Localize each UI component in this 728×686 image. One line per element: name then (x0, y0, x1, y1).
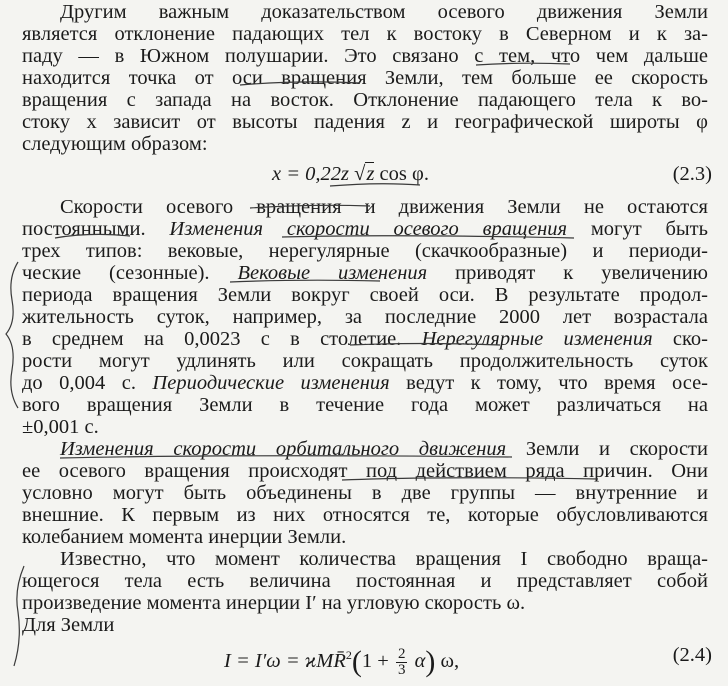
text-run: ведут к тому, что время осе- (389, 372, 709, 394)
text-line: Для Земли (22, 614, 115, 636)
fraction (396, 647, 408, 678)
text-run: могут быть (567, 218, 708, 240)
margin-brace (6, 262, 18, 408)
text-line: вращения с запада на восток. Отклонение падающего тела к во- (22, 89, 708, 111)
text-line (22, 328, 708, 350)
italic-term: Изменения скорости осевого вращения (145, 218, 568, 240)
equation-2-3 (272, 163, 429, 185)
open-paren: ( (351, 644, 362, 678)
text-line: вого вращения Земли в течение года может различаться на (22, 394, 708, 416)
text-run: ческие (сезонные). (22, 262, 210, 284)
text-line: трех типов: вековые, нерегулярные (скачкообразные) и периоди- (22, 240, 708, 262)
text-run: ско- (652, 328, 708, 350)
text-line: является отклонение падающих тел к востоку в Северном и к за- (22, 23, 708, 45)
text-line: условно могут быть объединены в две группы — внутренние и (22, 482, 708, 504)
text-line: периода вращения Земли вокруг своей оси. В результате продол- (22, 284, 708, 306)
text-run: постоянными. (22, 218, 146, 240)
equation-number: (2.3) (672, 163, 712, 185)
text-run: в среднем на 0,0023 с в столетие. (22, 328, 402, 350)
equation-number: (2.4) (672, 644, 712, 666)
italic-term: Периодические изменения (135, 372, 390, 394)
text-run: Земли и скорости (506, 438, 708, 460)
text-line: Скорости осевого вращения и движения Земли не остаются (60, 196, 708, 218)
exponent: 2 (345, 648, 352, 662)
alpha-symbol: α (409, 649, 426, 672)
text-line: Другим важным доказательством осевого движения Земли (60, 1, 708, 23)
italic-term: Изменения скорости орбитального движения (60, 438, 507, 460)
fraction-denominator: 3 (397, 661, 406, 678)
text-line: ющегося тела есть величина постоянная и представляет собой (22, 570, 708, 592)
text-line: следующим образом: (22, 133, 208, 155)
text-line: произведение момента инерции I′ на угловую скорость ω. (22, 592, 526, 614)
sqrt-sign: √ (354, 163, 366, 185)
text-line: ее осевого вращения происходят под действием ряда причин. Они (22, 460, 708, 482)
equation-lhs: x = 0,22z (272, 163, 355, 185)
text-line: стоку x зависит от высоты падения z и географической широты φ (22, 111, 708, 133)
text-line (22, 218, 708, 240)
equation-2-4 (224, 644, 459, 678)
text-line (22, 262, 708, 284)
text-run: до 0,004 с. (22, 372, 136, 394)
text-line: ±0,001 с. (22, 416, 99, 438)
equation-rhs: cos φ. (374, 163, 429, 185)
sqrt-argument: z (366, 163, 375, 185)
text-line: рости могут удлинять или сокращать продолжительность суток (22, 350, 708, 372)
equation-tail: ω, (435, 649, 460, 672)
one-plus: 1 + (361, 649, 394, 672)
text-line: колебанием момента инерции Земли. (22, 526, 347, 548)
text-line: Известно, что момент количества вращения I свободно враща- (60, 548, 708, 570)
text-line: внешние. К первым из них относятся те, которые обусловливаются (22, 504, 708, 526)
text-line: паду — в Южном полушарии. Это связано с тем, что чем дальше (22, 45, 708, 67)
text-line: находится точка от оси вращения Земли, тем больше ее скорость (22, 67, 708, 89)
text-line: жительность суток, например, за последние 2000 лет возрастала (22, 306, 708, 328)
equation-lhs: I = I′ω = ϰMR̄ (224, 649, 346, 672)
italic-term: Нерегулярные изменения (401, 328, 653, 350)
italic-term: Вековые изменения (209, 262, 428, 284)
text-run: приводят к увеличению (427, 262, 708, 284)
close-paren: ) (425, 644, 436, 678)
fraction-numerator: 2 (397, 645, 406, 662)
text-line (22, 372, 708, 394)
text-line (60, 438, 708, 460)
